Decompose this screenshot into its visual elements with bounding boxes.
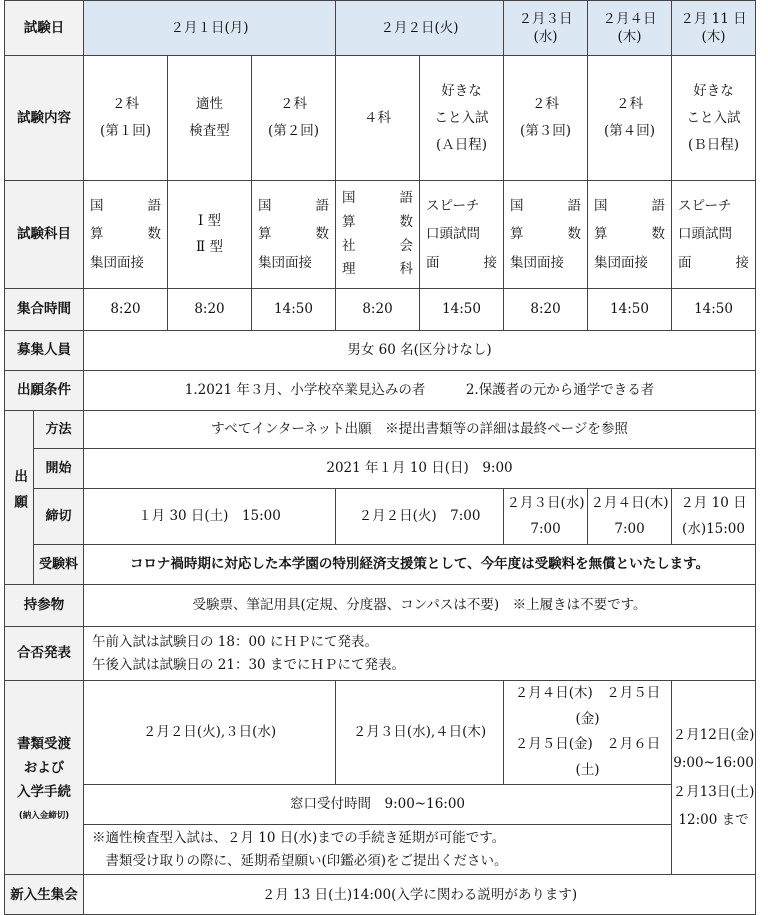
deadline-label: 締切 [34, 489, 84, 545]
time-cell: 8:20 [336, 289, 420, 331]
date-feb4: ２月４日 (木) [588, 1, 672, 56]
time-cell: 14:50 [420, 289, 504, 331]
exam-date-label: 試験日 [5, 1, 84, 56]
application-label: 出願 [5, 411, 34, 585]
time-cell: 8:20 [168, 289, 252, 331]
content-cell: ２科 (第１回) [84, 56, 168, 181]
content-cell: 適性 検査型 [168, 56, 252, 181]
subjects-cell: 国 語 算 数 社 会 理 科 [336, 181, 420, 289]
belongings-value: 受験票、筆記用具(定規、分度器、コンパスは不要) ※上履きは不要です。 [84, 585, 756, 627]
deadline-b: ２月２日(火) 7:00 [336, 489, 504, 545]
time-cell: 14:50 [672, 289, 756, 331]
fee-value: コロナ禍時期に対応した本学園の特別経済支援策として、今年度は受験料を無償といたします。 [84, 545, 756, 585]
subjects-cell: Ⅰ 型 Ⅱ 型 [168, 181, 252, 289]
conditions-label: 出願条件 [5, 371, 84, 411]
recruit-value: 男女 60 名(区分けなし) [84, 331, 756, 371]
date-feb11: ２月 11 日 (木) [672, 1, 756, 56]
admission-schedule-table [4, 0, 755, 903]
content-cell: ４科 [336, 56, 420, 181]
deadline-e: ２月 10 日 (水)15:00 [672, 489, 756, 545]
method-value: すべてインターネット出願 ※提出書類等の詳細は最終ページを参照 [84, 411, 756, 449]
start-value: 2021 年１月 10 日(日) 9:00 [84, 449, 756, 489]
conditions-value: 1.2021 年３月、小学校卒業見込みの者 2.保護者の元から通学できる者 [84, 371, 756, 411]
content-cell: ２科 (第４回) [588, 56, 672, 181]
deadline-c: ２月３日(水) 7:00 [504, 489, 588, 545]
deadline-d: ２月４日(木) 7:00 [588, 489, 672, 545]
subjects-cell: 国 語 算 数 集団面接 [252, 181, 336, 289]
content-cell: ２科 (第３回) [504, 56, 588, 181]
content-cell: ２科 (第２回) [252, 56, 336, 181]
docs-label: 書類受渡 および 入学手続 (納入金締切) [5, 681, 84, 875]
subjects-cell: スピーチ 口頭試問 面 接 [672, 181, 756, 289]
content-cell: 好きな こと入試 (Ｂ日程) [672, 56, 756, 181]
time-cell: 14:50 [588, 289, 672, 331]
deadline-a: １月 30 日(土) 15:00 [84, 489, 336, 545]
content-cell: 好きな こと入試 (Ａ日程) [420, 56, 504, 181]
meeting-time-label: 集合時間 [5, 289, 84, 331]
results-label: 合否発表 [5, 627, 84, 681]
docs-c: ２月４日(木) ２月５日(金) ２月５日(金) ２月６日(土) [504, 681, 672, 785]
subjects-cell: 国 語 算 数 集団面接 [588, 181, 672, 289]
fee-label: 受験料 [34, 545, 84, 585]
date-feb2: ２月２日(火) [336, 1, 504, 56]
date-feb1: ２月１日(月) [84, 1, 336, 56]
method-label: 方法 [34, 411, 84, 449]
orientation-label: 新入生集会 [5, 875, 84, 915]
docs-window: 窓口受付時間 9:00~16:00 [84, 784, 672, 824]
subjects-cell: 国 語 算 数 集団面接 [84, 181, 168, 289]
subjects-cell: 国 語 算 数 集団面接 [504, 181, 588, 289]
docs-a: ２月２日(火),３日(水) [84, 681, 336, 785]
time-cell: 8:20 [504, 289, 588, 331]
results-value: 午前入試は試験日の 18：00 にＨＰにて発表。 午後入試は試験日の 21：30 までにＨＰにて発表。 [84, 627, 756, 681]
subjects-cell: スピーチ 口頭試問 面 接 [420, 181, 504, 289]
exam-content-label: 試験内容 [5, 56, 84, 181]
time-cell: 14:50 [252, 289, 336, 331]
time-cell: 8:20 [84, 289, 168, 331]
date-feb3: ２月３日 (水) [504, 1, 588, 56]
orientation-value: ２月 13 日(土)14:00(入学に関わる説明があります) [84, 875, 756, 915]
docs-b: ２月３日(水),４日(木) [336, 681, 504, 785]
belongings-label: 持参物 [5, 585, 84, 627]
docs-note: ※適性検査型入試は、２月 10 日(水)までの手続き延期が可能です。 書類受け取りの際に、延期希望願い(印鑑必須)をご提出ください。 [84, 824, 672, 875]
exam-subjects-label: 試験科目 [5, 181, 84, 289]
start-label: 開始 [34, 449, 84, 489]
docs-e: ２月12日(金) 9:00~16:00 ２月13日(土) 12:00 まで [672, 681, 756, 875]
recruit-label: 募集人員 [5, 331, 84, 371]
